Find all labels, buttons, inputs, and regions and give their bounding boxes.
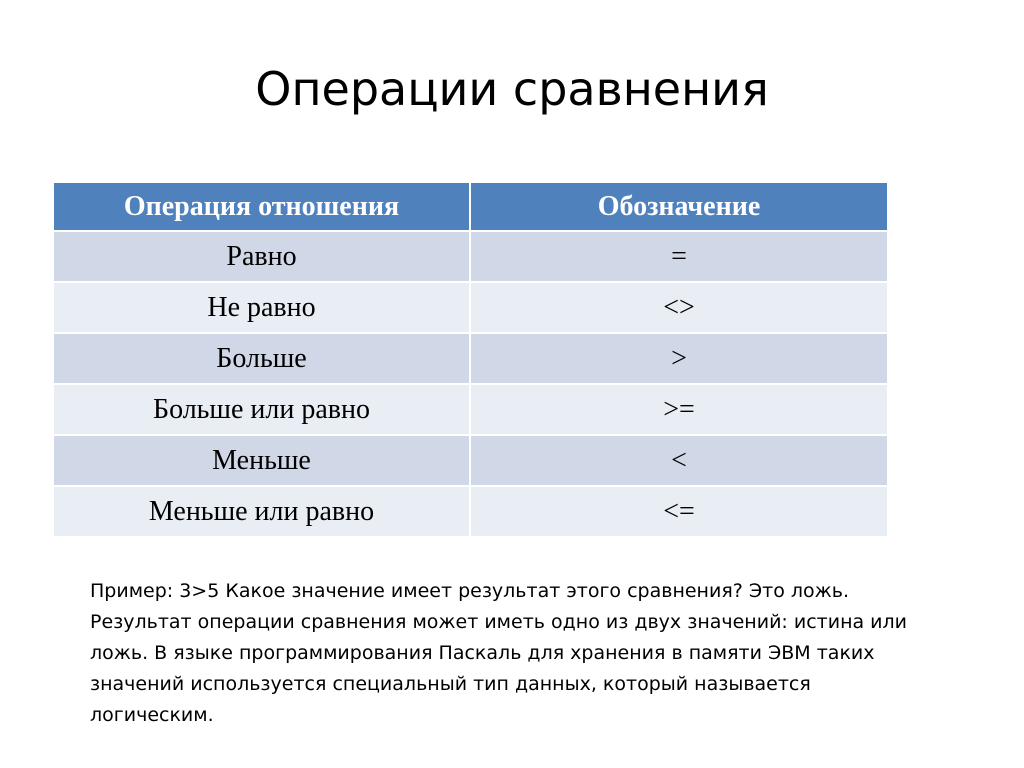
symbol-cell: =: [470, 231, 888, 282]
operation-cell: Меньше: [53, 435, 470, 486]
symbol-cell: <>: [470, 282, 888, 333]
comparison-table: [52, 181, 889, 538]
column-header-operation: Операция отношения: [53, 182, 470, 231]
operation-cell: Больше: [53, 333, 470, 384]
example-paragraph: Пример: 3>5 Какое значение имеет результат этого сравнения? Это ложь. Результат операции сравнения может иметь одно из двух значений: истина или ложь. В языке программирования Паскаль для хранения в памяти ЭВМ таких значений используется специальный тип данных, который называется логическим.: [90, 580, 908, 726]
column-header-symbol: Обозначение: [470, 182, 888, 231]
symbol-cell: >: [470, 333, 888, 384]
slide-title: Операции сравнения: [255, 62, 769, 116]
operation-cell: Больше или равно: [53, 384, 470, 435]
operation-cell: Равно: [53, 231, 470, 282]
symbol-cell: <=: [470, 486, 888, 537]
symbol-cell: >=: [470, 384, 888, 435]
symbol-cell: <: [470, 435, 888, 486]
operation-cell: Не равно: [53, 282, 470, 333]
table-row: [53, 384, 888, 435]
table-row: [53, 435, 888, 486]
table-row: [53, 282, 888, 333]
operation-cell: Меньше или равно: [53, 486, 470, 537]
table-row: [53, 231, 888, 282]
table-row: [53, 333, 888, 384]
table-header-row: [53, 182, 888, 231]
table-row: [53, 486, 888, 537]
